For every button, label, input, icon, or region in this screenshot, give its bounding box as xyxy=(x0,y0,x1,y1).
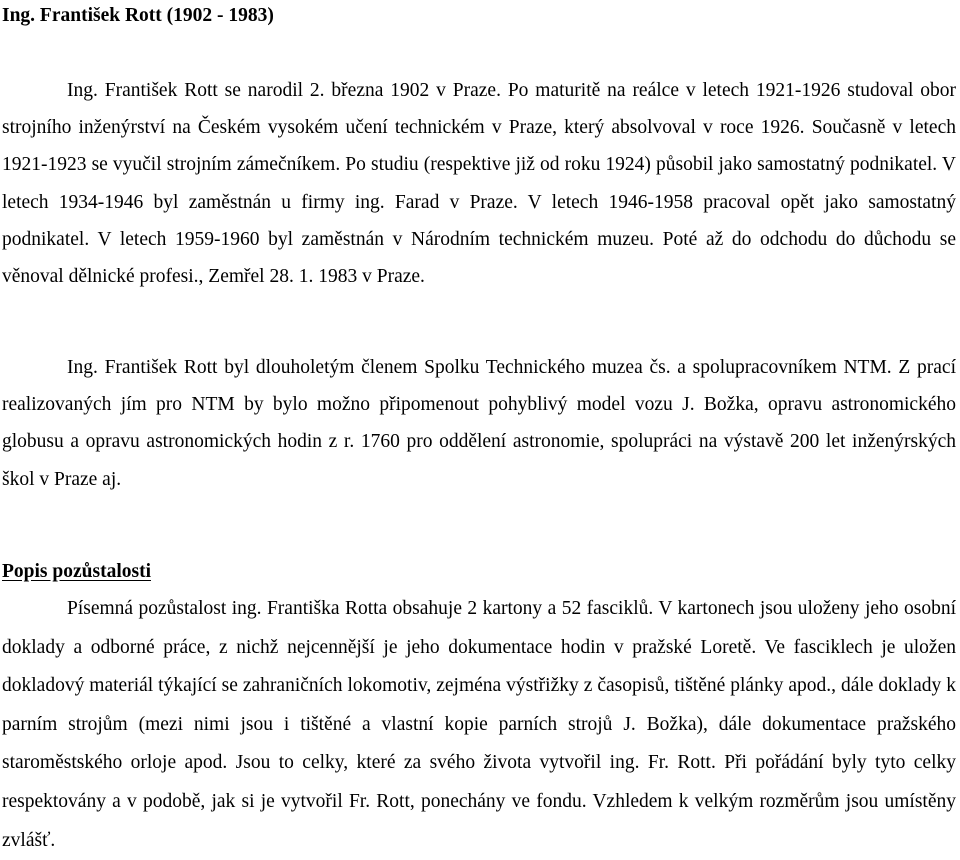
ntm-cooperation-paragraph: Ing. František Rott byl dlouholetým členem Spolku Technického muzea čs. a spolupracovníkem NTM. Z prací realizovaných jím pro NTM by bylo možno připomenout pohyblivý model vozu J. Božka, opravu astronomického globusu a opravu astronomických hodin z r. 1760 pro oddělení astronomie, spolupráci na výstavě 200 let inženýrských škol v Praze aj. xyxy=(2,357,956,490)
section-title: Popis pozůstalosti xyxy=(2,561,151,582)
document-title: Ing. František Rott (1902 - 1983) xyxy=(2,5,274,26)
biography-paragraph: Ing. František Rott se narodil 2. března 1902 v Praze. Po maturitě na reálce v letech 1921-1926 studoval obor strojního inženýrství na Českém vysokém učení technickém v Praze, který absolvoval v roce 1926. Současně v letech 1921-1923 se vyučil strojním zámečníkem. Po studiu (respektive již od roku 1924) působil jako samostatný podnikatel. V letech 1934-1946 byl zaměstnán u firmy ing. Farad v Praze. V letech 1946-1958 pracoval opět jako samostatný podnikatel. V letech 1959-1960 byl zaměstnán v Národním technickém muzeu. Poté až do odchodu do důchodu se věnoval dělnické profesi., Zemřel 28. 1. 1983 v Praze. xyxy=(2,80,956,288)
estate-description-paragraph: Písemná pozůstalost ing. Františka Rotta obsahuje 2 kartony a 52 fasciklů. V kartonech jsou uloženy jeho osobní doklady a odborné práce, z nichž nejcennější je jeho dokumentace hodin v pražské Loretě. Ve fasciklech je uložen dokladový materiál týkající se zahraničních lokomotiv, zejména výstřižky z časopisů, tištěné plánky apod., dále doklady k parním strojům (mezi nimi jsou i tištěné a vlastní kopie parních strojů J. Božka), dále dokumentace pražského staroměstského orloje apod. Jsou to celky, které za svého života vytvořil ing. Fr. Rott. Při pořádání byly tyto celky respektovány a v podobě, jak si je vytvořil Fr. Rott, ponechány ve fondu. Vzhledem k velkým rozměrům jsou umístěny zvlášť. xyxy=(2,598,956,851)
